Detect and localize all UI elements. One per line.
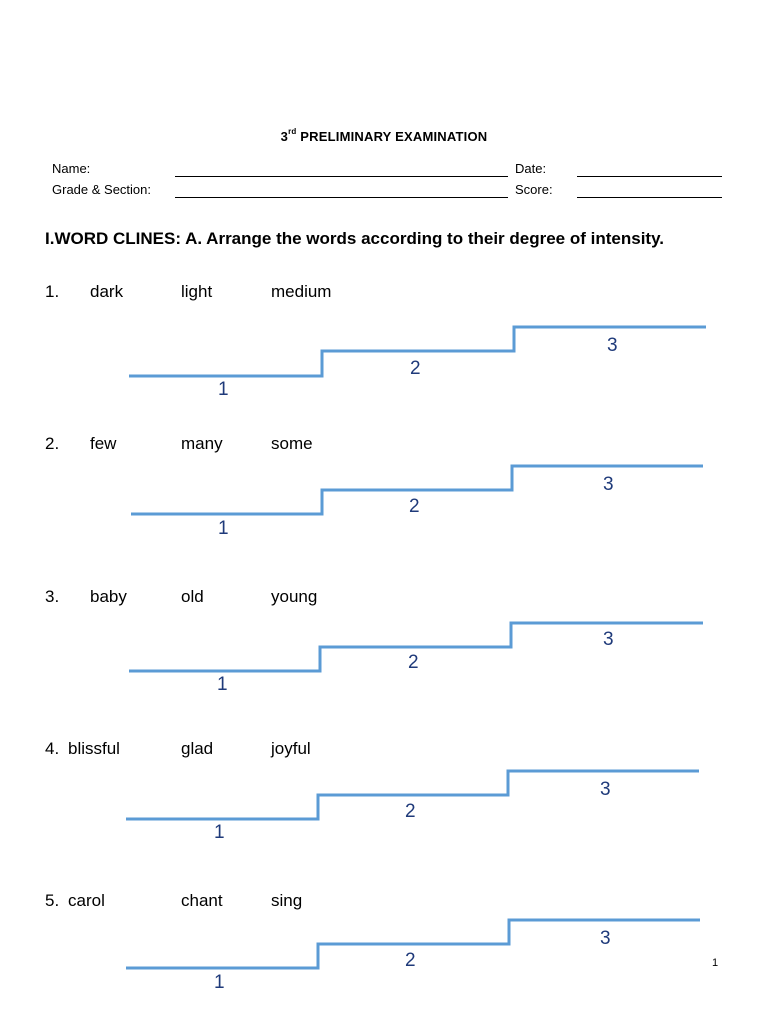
- staircase-5: [126, 920, 700, 993]
- item-number: 5.: [45, 891, 60, 910]
- item-word: carol: [68, 891, 105, 910]
- step-label-3: 3: [600, 779, 611, 800]
- staircase-1: [129, 327, 706, 400]
- step-label-2: 2: [409, 496, 420, 517]
- step-label-1: 1: [214, 972, 225, 993]
- item-word: many: [181, 434, 223, 453]
- item-word: light: [181, 282, 213, 301]
- step-label-1: 1: [217, 674, 228, 695]
- item-number: 3.: [45, 587, 60, 606]
- name-label: Name:: [52, 161, 91, 176]
- item-word: blissful: [68, 739, 120, 758]
- step-label-1: 1: [218, 518, 229, 539]
- section-heading: I.WORD CLINES: A. Arrange the words according to their degree of intensity.: [45, 229, 664, 248]
- grade-section-label: Grade & Section:: [52, 182, 151, 197]
- item-word: glad: [181, 739, 214, 758]
- item-word: dark: [90, 282, 124, 301]
- step-label-2: 2: [410, 358, 421, 379]
- step-label-2: 2: [405, 950, 416, 971]
- item-word: joyful: [271, 739, 311, 758]
- step-label-3: 3: [603, 474, 614, 495]
- item-number: 2.: [45, 434, 60, 453]
- item-word: baby: [90, 587, 127, 606]
- page-number: 1: [712, 957, 719, 969]
- item-word: chant: [181, 891, 223, 910]
- step-label-2: 2: [405, 801, 416, 822]
- item-word: old: [181, 587, 204, 606]
- date-label: Date:: [515, 161, 547, 176]
- staircase-2: [131, 466, 703, 539]
- item-word: few: [90, 434, 117, 453]
- step-label-3: 3: [600, 928, 611, 949]
- title-text: PRELIMINARY EXAMINATION: [300, 129, 488, 144]
- staircase-3: [129, 623, 703, 695]
- item-number: 4.: [45, 739, 60, 758]
- step-label-1: 1: [214, 822, 225, 843]
- step-label-3: 3: [607, 335, 618, 356]
- item-word: some: [271, 434, 313, 453]
- step-label-3: 3: [603, 629, 614, 650]
- item-number: 1.: [45, 282, 60, 301]
- step-label-2: 2: [408, 652, 419, 673]
- title-ordinal: 3: [280, 129, 289, 144]
- item-word: sing: [271, 891, 303, 910]
- score-label: Score:: [515, 182, 553, 197]
- item-word: young: [271, 587, 318, 606]
- step-label-1: 1: [218, 379, 229, 400]
- title-ordinal-suffix: rd: [288, 127, 297, 136]
- item-word: medium: [271, 282, 332, 301]
- staircase-4: [126, 771, 699, 843]
